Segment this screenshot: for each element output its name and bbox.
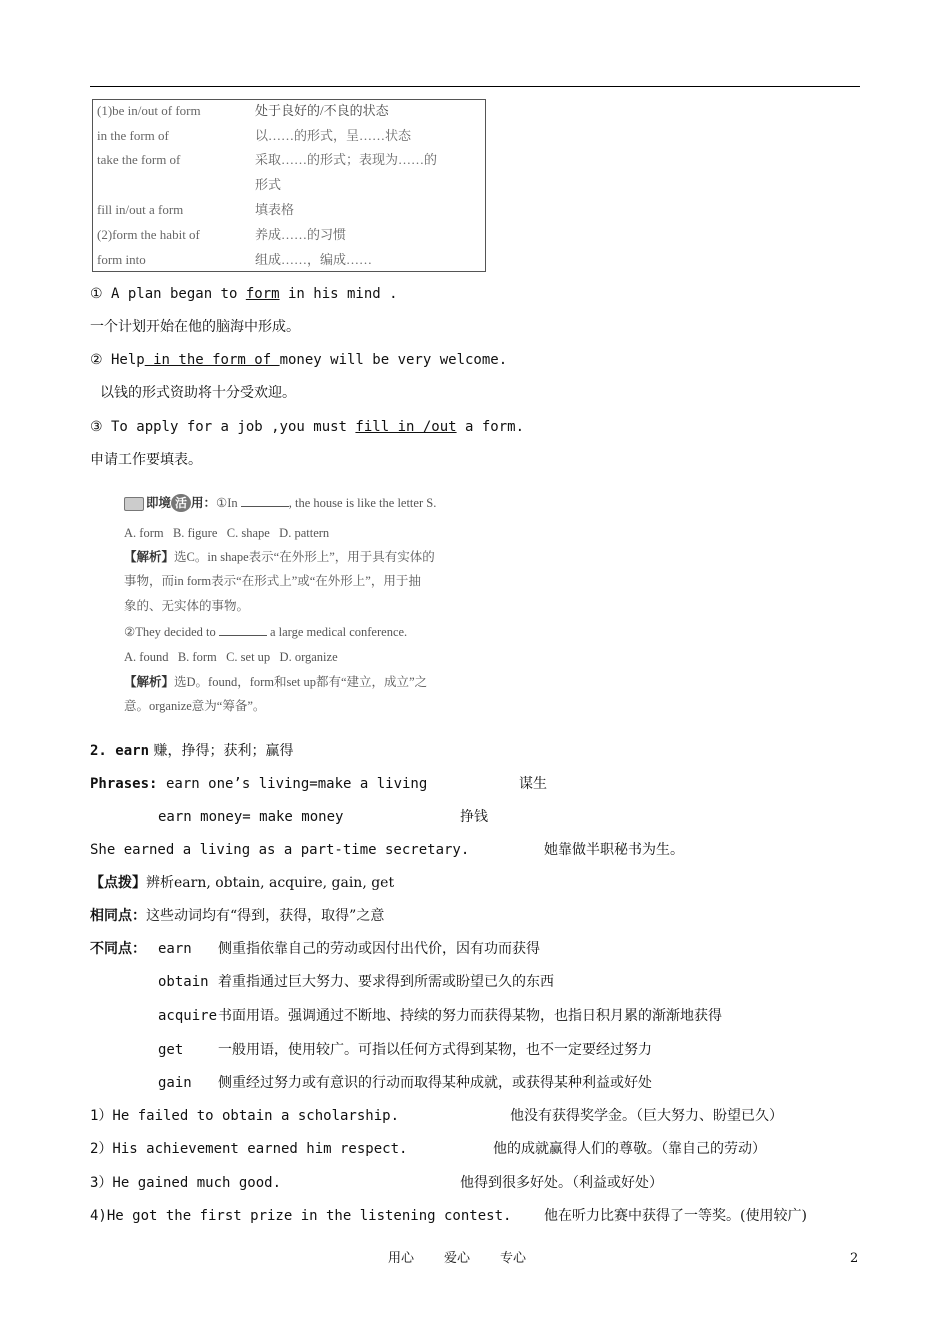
book-icon [124, 497, 144, 511]
quiz-title: 即境 [146, 496, 172, 510]
example-text: money will be very welcome. [279, 352, 508, 368]
quiz-question: a large medical conference. [269, 625, 408, 639]
tip-line [90, 873, 394, 894]
example-text: in his mind . [279, 286, 398, 302]
quiz-a1-line: 象的、无实体的事物。 [124, 599, 250, 613]
example-underline: form [245, 286, 280, 302]
quiz-title-post: 用： [191, 496, 217, 510]
example-1-translation: 一个计划开始在他的脑海中形成。 [90, 319, 300, 335]
example-3-translation: 申请工作要填表。 [90, 452, 202, 468]
footer-motto [388, 1250, 526, 1268]
phrase-zh: 采取……的形式；表现为……的 [255, 152, 438, 167]
phrase-en: in the form of [97, 128, 169, 143]
example-underline: in the form of [144, 352, 280, 368]
diff-word: gain [158, 1075, 192, 1091]
phrase-2: earn money= make money [158, 809, 344, 825]
earn-sentence-translation: 她靠做半职秘书为生。 [544, 842, 684, 858]
phrase-en: take the form of [97, 152, 181, 167]
answer-blank [241, 494, 289, 507]
usage-sentence: 3）He gained much good. [90, 1175, 282, 1191]
example-2-translation: 以钱的形式资助将十分受欢迎。 [100, 385, 296, 401]
diff-label: 不同点： [90, 941, 146, 957]
diff-text: 书面用语。强调通过不断地、持续的努力而获得某物，也指日积月累的渐渐地获得 [218, 1008, 722, 1024]
usage-translation: 他在听力比赛中获得了一等奖。(使用较广) [544, 1208, 807, 1224]
answer-text: 选D。found，form和set up都有“建立，成立”之 [174, 675, 428, 689]
phrase-zh: 以……的形式，呈……状态 [255, 128, 412, 143]
tip-label: 【点拨】 [90, 875, 146, 891]
phrase-zh: 处于良好的/不良的状态 [255, 103, 389, 118]
earn-heading [90, 741, 293, 762]
phrase-2-meaning: 挣钱 [460, 809, 488, 825]
diff-text: 着重指通过巨大努力、要求得到所需或盼望已久的东西 [218, 974, 554, 990]
example-underline: fill in /out [355, 419, 457, 435]
footer-motto-word: 爱心 [444, 1251, 471, 1266]
quiz-q2 [124, 623, 407, 641]
usage-sentence: 1）He failed to obtain a scholarship. [90, 1108, 400, 1124]
diff-word: earn [158, 941, 192, 957]
page-number: 2 [850, 1251, 859, 1266]
quiz-a2-line: 意。organize意为“筹备”。 [124, 699, 266, 713]
tip-text: 辨析earn, obtain, acquire, gain, get [146, 875, 395, 891]
example-text: a form. [456, 419, 525, 435]
quiz-a2 [124, 673, 427, 691]
same-text: 这些动词均有“得到，获得，取得”之意 [146, 908, 385, 924]
quiz-box [120, 488, 530, 720]
answer-text: 选C。in shape表示“在外形上”，用于具有实体的 [174, 550, 435, 564]
same-label: 相同点： [90, 908, 146, 924]
quiz-title-badge: 活 [171, 494, 191, 512]
example-1 [90, 284, 398, 304]
earn-sentence: She earned a living as a part-time secretary. [90, 842, 470, 858]
diff-text: 侧重经过努力或有意识的行动而取得某种成就，或获得某种利益或好处 [218, 1075, 652, 1091]
usage-translation: 他没有获得奖学金。（巨大努力、盼望已久） [510, 1108, 783, 1124]
header-rule [90, 86, 860, 87]
diff-word: acquire [158, 1008, 218, 1024]
usage-sentence: 2）His achievement earned him respect. [90, 1141, 408, 1157]
phrase-en: form into [97, 252, 146, 267]
usage-sentence: 4)He got the first prize in the listening contest. [90, 1208, 512, 1224]
answer-label: 【解析】 [124, 675, 175, 689]
example-text: ② Help [90, 352, 145, 368]
quiz-a1-line: 事物，而in form表示“在形式上”或“在外形上”，用于抽 [124, 574, 421, 588]
quiz-a1 [124, 548, 435, 566]
phrase-zh: 填表格 [255, 202, 295, 217]
phrases-label-text: Phrases: [90, 776, 158, 792]
quiz-question: ①In [216, 496, 238, 510]
phrase-en: (1)be in/out of form [97, 103, 201, 118]
example-text: ① A plan began to [90, 286, 246, 302]
earn-heading-word: 2. earn [90, 743, 150, 759]
usage-translation: 他的成就赢得人们的尊敬。（靠自己的劳动） [493, 1141, 766, 1157]
phrase-zh: 组成……，编成…… [255, 252, 373, 267]
phrase-table [92, 99, 486, 272]
quiz-q1 [124, 494, 436, 512]
phrase-1: earn one’s living=make a living [166, 776, 428, 792]
usage-translation: 他得到很多好处。（利益或好处） [460, 1175, 663, 1191]
diff-text: 一般用语，使用较广。可指以任何方式得到某物，也不一定要经过努力 [218, 1042, 652, 1058]
example-2 [90, 350, 507, 370]
quiz-question: ②They decided to [124, 625, 216, 639]
example-text: ③ To apply for a job ,you must [90, 419, 356, 435]
answer-blank [219, 623, 267, 636]
quiz-q1-options: A. form B. figure C. shape D. pattern [124, 526, 330, 540]
phrase-zh: 形式 [255, 177, 282, 192]
phrase-1-meaning: 谋生 [519, 776, 547, 792]
same-line [90, 906, 384, 927]
phrase-zh: 养成……的习惯 [255, 227, 347, 242]
footer-motto-word: 用心 [388, 1251, 415, 1266]
phrases-label [90, 774, 157, 794]
phrase-en: fill in/out a form [97, 202, 184, 217]
quiz-q2-options: A. found B. form C. set up D. organize [124, 650, 338, 664]
diff-word: obtain [158, 974, 209, 990]
quiz-question: , the house is like the letter S. [288, 496, 437, 510]
diff-text: 侧重指依靠自己的劳动或因付出代价，因有功而获得 [218, 941, 540, 957]
earn-heading-meaning: 赚，挣得；获利；赢得 [149, 743, 294, 759]
answer-label: 【解析】 [124, 550, 175, 564]
phrase-en: (2)form the habit of [97, 227, 200, 242]
example-3 [90, 417, 524, 437]
diff-word: get [158, 1042, 184, 1058]
footer-motto-word: 专心 [500, 1251, 527, 1266]
